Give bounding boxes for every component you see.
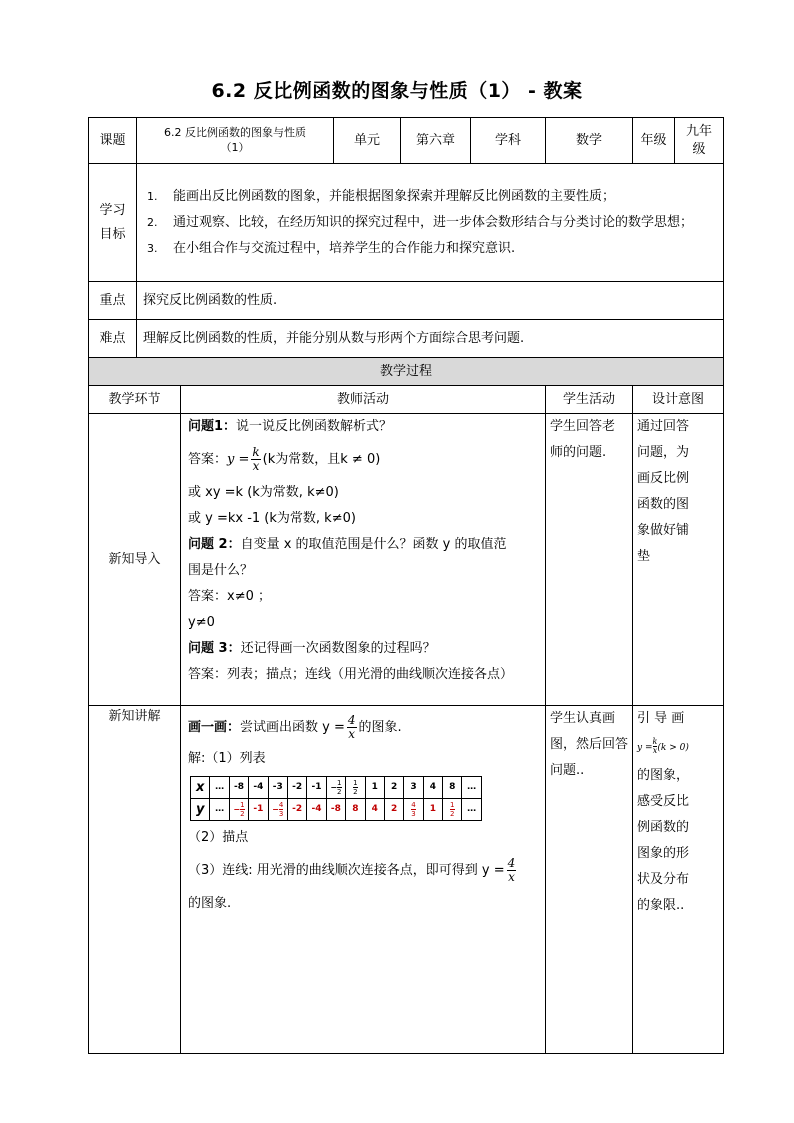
x-cell: -8: [229, 777, 248, 799]
step-1: 解:（1）列表: [188, 751, 266, 766]
design-intent-explain: [633, 706, 724, 1054]
intent-line: 的图象，: [637, 768, 690, 783]
intent-line: 的象限..: [637, 898, 685, 913]
topic-line2: （1）: [220, 140, 250, 154]
frac-cell: $\frac{4}{3}$: [411, 801, 416, 818]
y-cell: 1: [423, 799, 442, 821]
step-2: （2）描点: [188, 830, 249, 845]
unit-label: 单元: [334, 118, 401, 164]
topic-label: 课题: [89, 118, 137, 164]
stage-explain: 新知讲解: [89, 706, 181, 1054]
goals-content: [137, 164, 724, 282]
x-cell: -3: [268, 777, 287, 799]
student-line: 图，然后回答: [550, 737, 629, 752]
key-point-label: 重点: [89, 282, 137, 320]
student-activity-explain: [546, 706, 633, 1054]
answer1-lhs: y =: [227, 452, 250, 467]
answer1-condition: (k为常数，且k ≠ 0): [262, 452, 381, 467]
difficulty-text: 理解反比例函数的性质，并能分别从数与形两个方面综合思考问题.: [137, 320, 724, 358]
student-activity-intro: [546, 414, 633, 706]
goal-item: [147, 184, 717, 210]
intent-line: 垫: [637, 549, 651, 564]
goal-item: [147, 210, 717, 236]
value-table-x-row: [191, 777, 482, 799]
subject-value: 数学: [546, 118, 633, 164]
frac-cell: $\frac{1}{2}$: [337, 779, 342, 796]
lesson-plan-table: [88, 117, 724, 1054]
answer2-x: 答案：x≠0 ；: [188, 589, 271, 604]
value-table: [190, 776, 482, 821]
frac-num: k: [252, 445, 260, 459]
goal-text: 在小组合作与交流过程中，培养学生的合作能力和探究意识.: [173, 240, 516, 256]
x-cell: 4: [423, 777, 442, 799]
y-cell: 4: [365, 799, 384, 821]
key-point-row: [89, 282, 724, 320]
design-intent-intro: [633, 414, 724, 706]
intent-line: 例函数的: [637, 820, 690, 835]
frac-cell: $\frac{1}{2}$: [353, 779, 358, 796]
answer2-y: y≠0: [188, 615, 215, 630]
x-cell: 1: [365, 777, 384, 799]
frac-num: 4: [507, 856, 516, 870]
unit-value: 第六章: [401, 118, 471, 164]
col-intent-header: 设计意图: [633, 386, 724, 414]
fraction-k-over-x: [251, 446, 260, 473]
teacher-activity-intro: [181, 414, 546, 706]
x-cell: -1: [307, 777, 326, 799]
col-stage-header: 教学环节: [89, 386, 181, 414]
key-point-text: 探究反比例函数的性质.: [137, 282, 724, 320]
difficulty-row: [89, 320, 724, 358]
x-cell: 8: [443, 777, 462, 799]
intent-line: 图象的形: [637, 846, 690, 861]
x-cell: 3: [404, 777, 423, 799]
section-intro-row: [89, 414, 724, 706]
x-cell: …: [210, 777, 229, 799]
stage-intro: 新知导入: [89, 414, 181, 706]
x-cell-frac: [346, 777, 365, 799]
col-student-header: 学生活动: [546, 386, 633, 414]
frac-cell: $\frac{k}{x}$: [652, 737, 658, 755]
goal-num: 2.: [147, 215, 158, 229]
header-row: [89, 118, 724, 164]
frac-cell: $\frac{1}{2}$: [240, 801, 245, 818]
frac-den: x: [508, 870, 515, 884]
q3-text: 还记得画一次函数图象的过程吗？: [240, 641, 436, 656]
y-cell: …: [462, 799, 481, 821]
intent-line: 画反比例: [637, 471, 690, 486]
goal-text: 通过观察、比较，在经历知识的探究过程中，进一步体会数形结合与分类讨论的数学思想；: [173, 214, 694, 230]
goal-text: 能画出反比例函数的图象，并能根据图象探索并理解反比例函数的主要性质；: [173, 188, 616, 204]
difficulty-label: 难点: [89, 320, 137, 358]
student-line: 学生认真画: [550, 711, 616, 726]
answer-label: 答案：: [188, 452, 228, 467]
x-cell: -4: [249, 777, 268, 799]
q1-text: 说一说反比例函数解析式？: [236, 419, 393, 434]
intent-line: 函数的图: [637, 497, 690, 512]
value-table-y-row: [191, 799, 482, 821]
q1-label: 问题1：: [188, 419, 237, 434]
y-cell: …: [210, 799, 229, 821]
topic-value: [137, 118, 334, 164]
q2-text-cont: 围是什么？: [188, 563, 254, 578]
goals-row: [89, 164, 724, 282]
intent-line: 引 导 画: [637, 711, 685, 726]
fraction-4-over-x: [507, 857, 517, 884]
draw-text-post: 的图象.: [358, 720, 402, 735]
frac-num: 4: [347, 713, 356, 727]
y-cell-frac: [443, 799, 462, 821]
intent-line: 感受反比: [637, 794, 690, 809]
q3-label: 问题 3：: [188, 641, 241, 656]
y-cell: -1: [249, 799, 268, 821]
student-line: 学生回答老: [550, 419, 616, 434]
draw-text: 尝试画出函数 y =: [240, 720, 345, 735]
x-cell-frac: − $\frac{1}{2}$: [326, 777, 345, 799]
goal-num: 1.: [147, 189, 158, 203]
frac-den: x: [348, 727, 356, 741]
y-header: y: [191, 799, 210, 821]
y-cell: -8: [326, 799, 345, 821]
y-cell-frac: − $\frac{4}{3}$: [268, 799, 287, 821]
goal-item: [147, 236, 717, 262]
fraction-4-over-x: [347, 714, 357, 741]
section-explain-row: [89, 706, 724, 1054]
q2-text: 自变量 x 的取值范围是什么？函数 y 的取值范: [240, 537, 507, 552]
col-teacher-header: 教师活动: [181, 386, 546, 414]
grade-value: 九年级: [675, 118, 724, 164]
process-banner-row: [89, 358, 724, 386]
y-cell: -4: [307, 799, 326, 821]
goals-label-line2: 目标: [99, 226, 126, 242]
frac-cell: $\frac{4}{3}$: [278, 801, 284, 818]
q2-label: 问题 2：: [188, 537, 241, 552]
frac-cell: $\frac{1}{2}$: [450, 801, 455, 818]
y-cell-frac: − $\frac{1}{2}$: [229, 799, 248, 821]
grade-label: 年级: [633, 118, 675, 164]
alt-form-1: 或 xy =k (k为常数, k≠0): [188, 485, 339, 500]
x-cell: -2: [287, 777, 306, 799]
process-banner: 教学过程: [89, 358, 724, 386]
intent-line: 状及分布: [637, 872, 690, 887]
process-header-row: [89, 386, 724, 414]
alt-form-2: 或 y =kx -1 (k为常数, k≠0): [188, 511, 356, 526]
topic-line1: 6.2 反比例函数的图象与性质: [164, 125, 306, 139]
goal-num: 3.: [147, 241, 158, 255]
goals-label: [89, 164, 137, 282]
x-cell: 2: [384, 777, 403, 799]
y-cell-frac: [404, 799, 423, 821]
intent-line: 象做好铺: [637, 523, 690, 538]
subject-label: 学科: [471, 118, 546, 164]
x-header: x: [191, 777, 210, 799]
x-cell: …: [462, 777, 481, 799]
goals-label-line1: 学习: [99, 202, 126, 218]
draw-label: 画一画：: [188, 720, 241, 735]
answer3: 答案：列表；描点；连线（用光滑的曲线顺次连接各点）: [188, 667, 514, 682]
student-line: 师的问题.: [550, 445, 607, 460]
student-line: 问题..: [550, 763, 585, 778]
page-title: 6.2 反比例函数的图象与性质（1） - 教案: [211, 80, 583, 102]
step-3-cont: 的图象.: [188, 896, 232, 911]
intent-line: 通过回答: [637, 419, 690, 434]
intent-formula: y = $\frac{k}{x}$ (k > 0): [637, 737, 689, 755]
step-3: （3）连线: 用光滑的曲线顺次连接各点，即可得到 y =: [188, 863, 505, 878]
intent-line: 问题，为: [637, 445, 690, 460]
teacher-activity-explain: [181, 706, 546, 1054]
y-cell: -2: [287, 799, 306, 821]
y-cell: 8: [346, 799, 365, 821]
y-cell: 2: [384, 799, 403, 821]
frac-den: x: [252, 459, 260, 473]
